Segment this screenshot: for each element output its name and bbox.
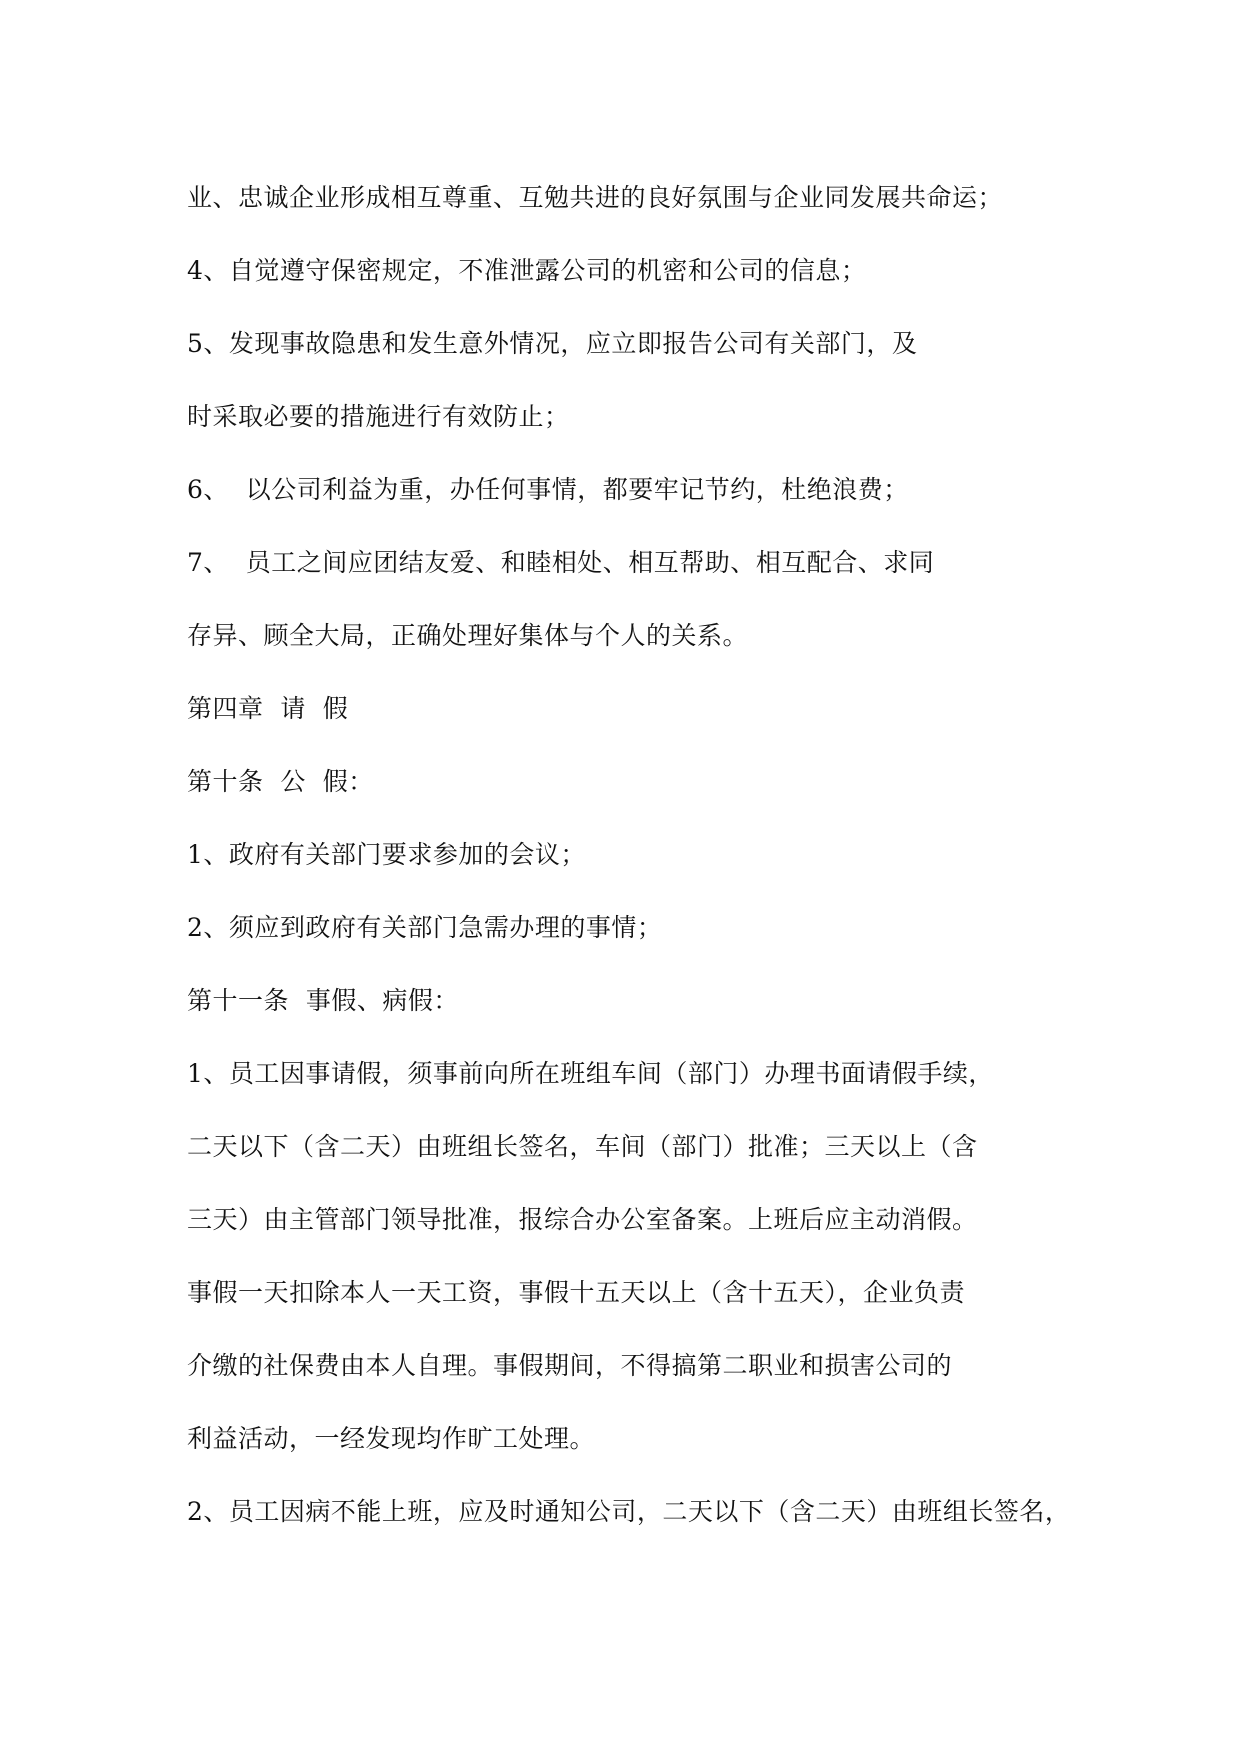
text-line: 2、须应到政府有关部门急需办理的事情；: [187, 913, 663, 942]
article-heading: 第十条 公 假：: [187, 767, 374, 796]
text-line: 利益活动，一经发现均作旷工处理。: [187, 1424, 596, 1453]
text-line: 1、政府有关部门要求参加的会议；: [187, 840, 586, 869]
text-line: 二天以下（含二天）由班组长签名，车间（部门）批准；三天以上（含: [187, 1132, 978, 1161]
text-line: 事假一天扣除本人一天工资，事假十五天以上（含十五天），企业负责: [187, 1278, 966, 1307]
text-line: 4、自觉遵守保密规定，不准泄露公司的机密和公司的信息；: [187, 256, 867, 285]
text-line: 业、忠诚企业形成相互尊重、互勉共进的良好氛围与企业同发展共命运；: [187, 183, 1004, 212]
text-line: 6、 以公司利益为重，办任何事情，都要牢记节约，杜绝浪费；: [187, 475, 909, 504]
text-line: 存异、顾全大局，正确处理好集体与个人的关系。: [187, 621, 749, 650]
text-line: 1、员工因事请假，须事前向所在班组车间（部门）办理书面请假手续，: [187, 1059, 994, 1088]
text-line: 介缴的社保费由本人自理。事假期间，不得搞第二职业和损害公司的: [187, 1351, 953, 1380]
text-line: 2、员工因病不能上班，应及时通知公司，二天以下（含二天）由班组长签名，: [187, 1497, 1071, 1526]
text-line: 三天）由主管部门领导批准，报综合办公室备案。上班后应主动消假。: [187, 1205, 978, 1234]
text-line: 时采取必要的措施进行有效防止；: [187, 402, 570, 431]
article-heading: 第十一条 事假、病假：: [187, 986, 459, 1015]
chapter-heading: 第四章 请 假: [187, 694, 349, 723]
text-line: 5、发现事故隐患和发生意外情况，应立即报告公司有关部门，及: [187, 329, 918, 358]
text-line: 7、 员工之间应团结友爱、和睦相处、相互帮助、相互配合、求同: [187, 548, 935, 577]
